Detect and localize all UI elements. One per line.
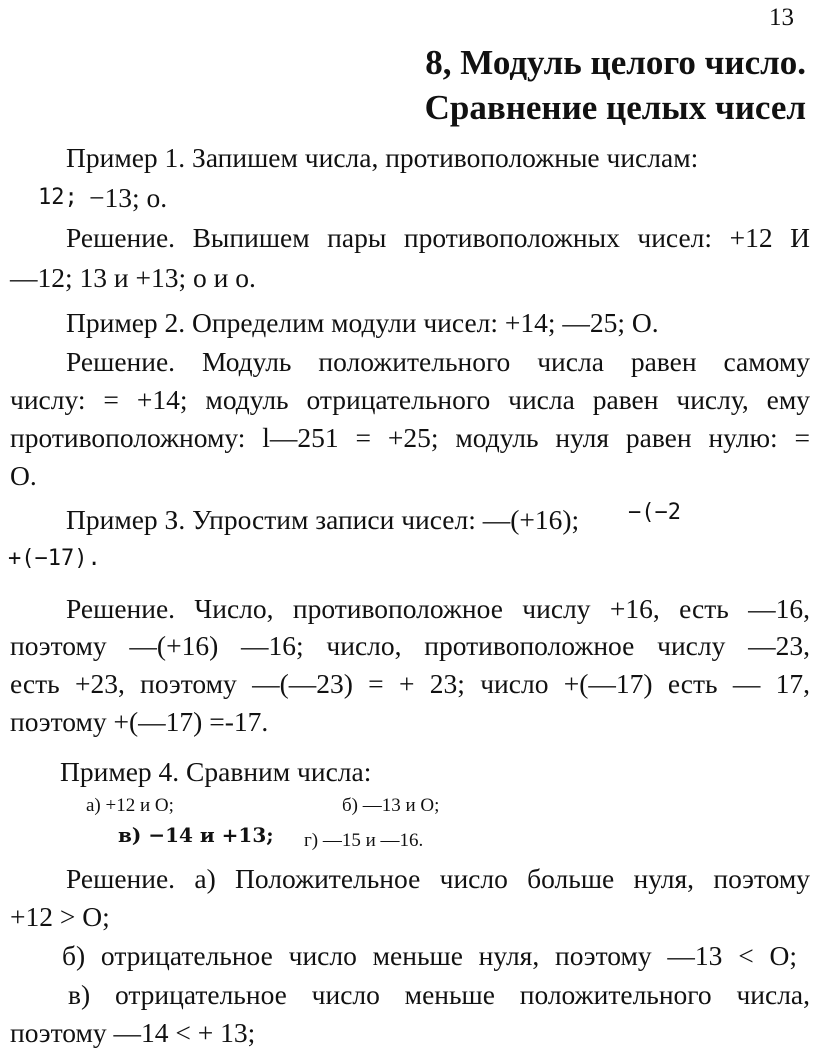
example4-solution-b: б) отрицательное число меньше нуля, поэтому —13 < О; <box>62 940 797 971</box>
example2-statement: Пример 2. Определим модули чисел: +14; —25; О. <box>66 307 659 338</box>
example4-solution-line1: Решение. а) Положительное число больше нуля, поэтому <box>66 863 810 894</box>
example2-solution-line2: числу: = +14; модуль отрицательного числа равен числу, ему <box>10 384 810 415</box>
example4-solution-line2: +12 > О; <box>10 901 110 932</box>
example4-statement: Пример 4. Сравним числа: <box>60 756 372 787</box>
example4-item-c: в) −14 и +13; <box>118 823 274 847</box>
example3-statement: Пример З. Упростим записи чисел: —(+16); <box>66 504 580 535</box>
section-title-line2: Сравнение целых чисел <box>424 88 806 127</box>
example3-solution-line4: поэтому +(—17) =-17. <box>10 706 269 737</box>
example4-item-a: а) +12 и О; <box>86 795 174 816</box>
section-title-line1: 8, Модуль целого число. <box>425 43 806 82</box>
example3-solution-line3: есть +23, поэтому —(—23) = + 23; число +(—17) есть — 17, <box>10 668 810 699</box>
example4-solution-c-line1: в) отрицательное число меньше положительного числа, <box>68 979 810 1010</box>
example3-solution-line1: Решение. Число, противоположное числу +16, есть —16, <box>66 593 810 624</box>
example1-solution-line2: —12; 13 и +13; о и о. <box>10 262 256 293</box>
example3-line2: +(−17). <box>8 546 101 571</box>
example4-solution-c-line2: поэтому —14 < + 13; <box>10 1017 256 1048</box>
example1-values-b: −13; о. <box>89 182 168 213</box>
example3-solution-line2: поэтому —(+16) —16; число, противоположное числу —23, <box>10 630 810 661</box>
page-number: 13 <box>769 4 794 31</box>
example4-item-b: б) —13 и О; <box>342 795 440 816</box>
example2-solution-line1: Решение. Модуль положительного числа равен самому <box>66 346 810 377</box>
example1-statement: Пример 1. Запишем числа, противоположные числам: <box>66 142 699 173</box>
example1-values-a: 12; <box>38 185 78 210</box>
example2-solution-line3: противоположному: l—251 = +25; модуль нуля равен нулю: = <box>10 422 810 453</box>
example4-item-d: г) —15 и —16. <box>304 830 424 851</box>
example3-statement-tail: −(−2 <box>628 500 681 525</box>
example2-solution-line4: О. <box>10 460 37 491</box>
example1-solution-line1: Решение. Выпишем пары противоположных чисел: +12 И <box>66 222 810 253</box>
